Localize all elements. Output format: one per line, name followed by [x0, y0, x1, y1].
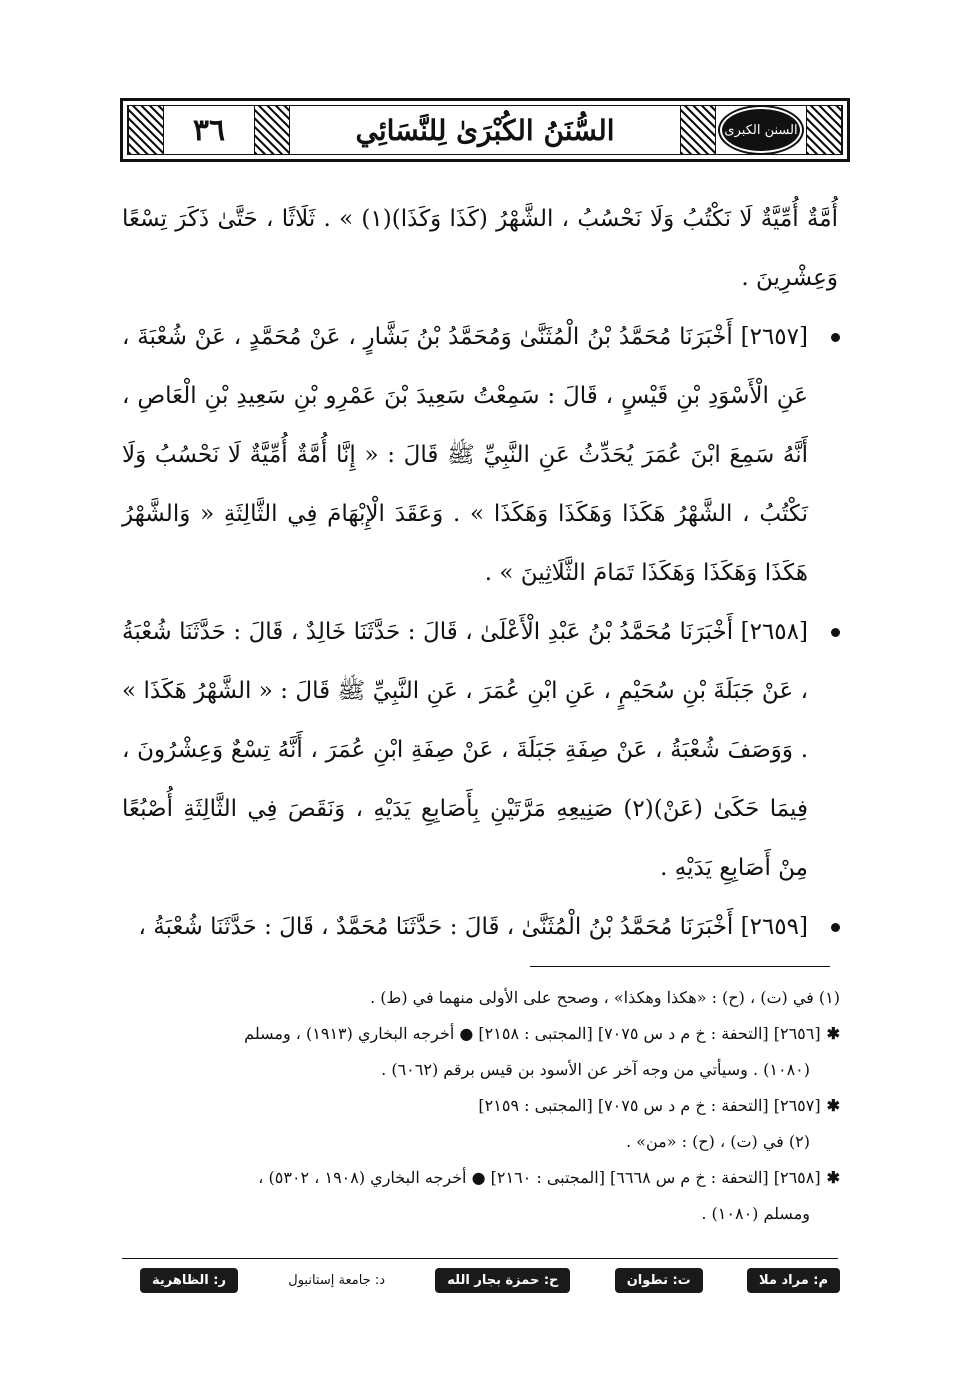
star-icon: ✱: [826, 1168, 840, 1187]
hadith-text: [٢٦٥٧] أَخْبَرَنَا مُحَمَّدُ بْنُ الْمُثَنَّىٰ وَمُحَمَّدُ بْنُ بَشَّارٍ ، عَنْ مُحَمَّدٍ ، عَنْ شُعْبَةَ ، عَنِ الْأَسْوَدِ بْنِ قَيْسٍ ، قَالَ : سَمِعْتُ سَعِيدَ بْنَ عَمْرِو بْنِ سَعِيدِ بْنِ الْعَاصِ ، أَنَّهُ سَمِعَ ابْنَ عُمَرَ يُحَدِّثُ عَنِ النَّبِيِّ ﷺ قَالَ : « إِنَّا أُمَّةٌ أُمِّيَّةٌ لَا نَحْسُبُ وَلَا نَكْتُبُ ، الشَّهْرُ هَكَذَا وَهَكَذَا وَهَكَذَا » . وَعَقَدَ الْإِبْهَامَ فِي الثَّالِثَةِ « وَالشَّهْرُ هَكَذَا وَهَكَذَا وَهَكَذَا تَمَامَ الثَّلَاثِينَ » .: [122, 324, 808, 586]
siglum-r: ر: الظاهرية: [140, 1268, 238, 1293]
siglum-d: د: جامعة إستانبول: [288, 1272, 385, 1288]
siglum-m: م: مراد ملا: [747, 1268, 840, 1293]
footnote-separator: [530, 966, 830, 967]
footnote-2658-cont: ومسلم (١٠٨٠) .: [701, 1204, 810, 1223]
siglum-h: ح: حمزة بجار الله: [435, 1268, 570, 1293]
book-logo: [716, 107, 806, 153]
hadith-entry-2657: [122, 308, 838, 603]
hadith-entry-2658: [122, 603, 838, 898]
footnote-text: [٢٦٥٦] [التحفة : خ م د س ٧٠٧٥] [المجتبى : ٢١٥٨] ● أخرجه البخاري (١٩١٣) ، ومسلم: [244, 1024, 821, 1043]
book-logo-emblem: السنن الكبرى: [720, 107, 802, 153]
ornament-left: [806, 106, 842, 154]
siglum-t: ت: تطوان: [615, 1268, 703, 1293]
bottom-rule: [122, 1258, 838, 1259]
continuation-paragraph: أُمَّةٌ أُمِّيَّةٌ لَا نَكْتُبُ وَلَا نَحْسُبُ ، الشَّهْرُ (كَذَا وَكَذَا)(١) » . ثَلَاثًا ، حَتَّىٰ ذَكَرَ تِسْعًا وَعِشْرِينَ .: [122, 206, 839, 291]
footnote-text: [٢٦٥٨] [التحفة : خ م س ٦٦٦٨] [المجتبى : ٢١٦٠] ● أخرجه البخاري (١٩٠٨ ، ٥٣٠٢) ،: [258, 1168, 821, 1187]
footnote-2658: [122, 1160, 840, 1196]
hadith-entry-2659: [122, 898, 838, 957]
footnote-2656: [122, 1016, 840, 1052]
running-title: السُّنَنُ الكُبْرَىٰ لِلنَّسَائِي: [355, 113, 615, 147]
page-number: ٣٦: [192, 112, 226, 148]
bullet-icon: [831, 923, 840, 932]
page-header: [120, 98, 850, 162]
main-text: [122, 190, 838, 957]
ornament-right: [128, 106, 164, 154]
header-frame: [127, 105, 843, 155]
star-icon: ✱: [826, 1096, 840, 1115]
ornament-mid-left: [680, 106, 716, 154]
ornament-mid-right: [254, 106, 290, 154]
footnotes: [122, 980, 840, 1232]
bullet-icon: [831, 628, 840, 637]
hadith-text: [٢٦٥٨] أَخْبَرَنَا مُحَمَّدُ بْنُ عَبْدِ الْأَعْلَىٰ ، قَالَ : حَدَّثَنَا خَالِدٌ ، قَالَ : حَدَّثَنَا شُعْبَةُ ، عَنْ جَبَلَةَ بْنِ سُحَيْمٍ ، عَنِ ابْنِ عُمَرَ ، عَنِ النَّبِيِّ ﷺ قَالَ : « الشَّهْرُ هَكَذَا » . وَوَصَفَ شُعْبَةُ ، عَنْ صِفَةِ جَبَلَةَ ، عَنْ صِفَةِ ابْنِ عُمَرَ ، أَنَّهُ تِسْعٌ وَعِشْرُونَ ، فِيمَا حَكَىٰ (عَنْ)(٢) صَنِيعِهِ مَرَّتَيْنِ بِأَصَابِعِ يَدَيْهِ ، وَنَقَصَ فِي الثَّالِثَةِ أُصْبُعًا مِنْ أَصَابِعِ يَدَيْهِ .: [122, 619, 808, 881]
hadith-text: [٢٦٥٩] أَخْبَرَنَا مُحَمَّدُ بْنُ الْمُثَنَّىٰ ، قَالَ : حَدَّثَنَا مُحَمَّدٌ ، قَالَ : حَدَّثَنَا شُعْبَةُ ،: [138, 914, 808, 940]
footnote-1: (١) في (ت) ، (ح) : «هكذا وهكذا» ، وصحح على الأولى منهما في (ط) .: [370, 988, 840, 1007]
star-icon: ✱: [826, 1024, 840, 1043]
manuscript-sigla-bar: [140, 1265, 840, 1295]
footnote-2: (٢) في (ت) ، (ح) : «من» .: [626, 1132, 810, 1151]
footnote-text: [٢٦٥٧] [التحفة : خ م د س ٧٠٧٥] [المجتبى : ٢١٥٩]: [478, 1096, 821, 1115]
footnote-2656-cont: (١٠٨٠) . وسيأتي من وجه آخر عن الأسود بن قيس برقم (٦٠٦٢) .: [381, 1060, 810, 1079]
footnote-2657: [122, 1088, 840, 1124]
bullet-icon: [831, 333, 840, 342]
